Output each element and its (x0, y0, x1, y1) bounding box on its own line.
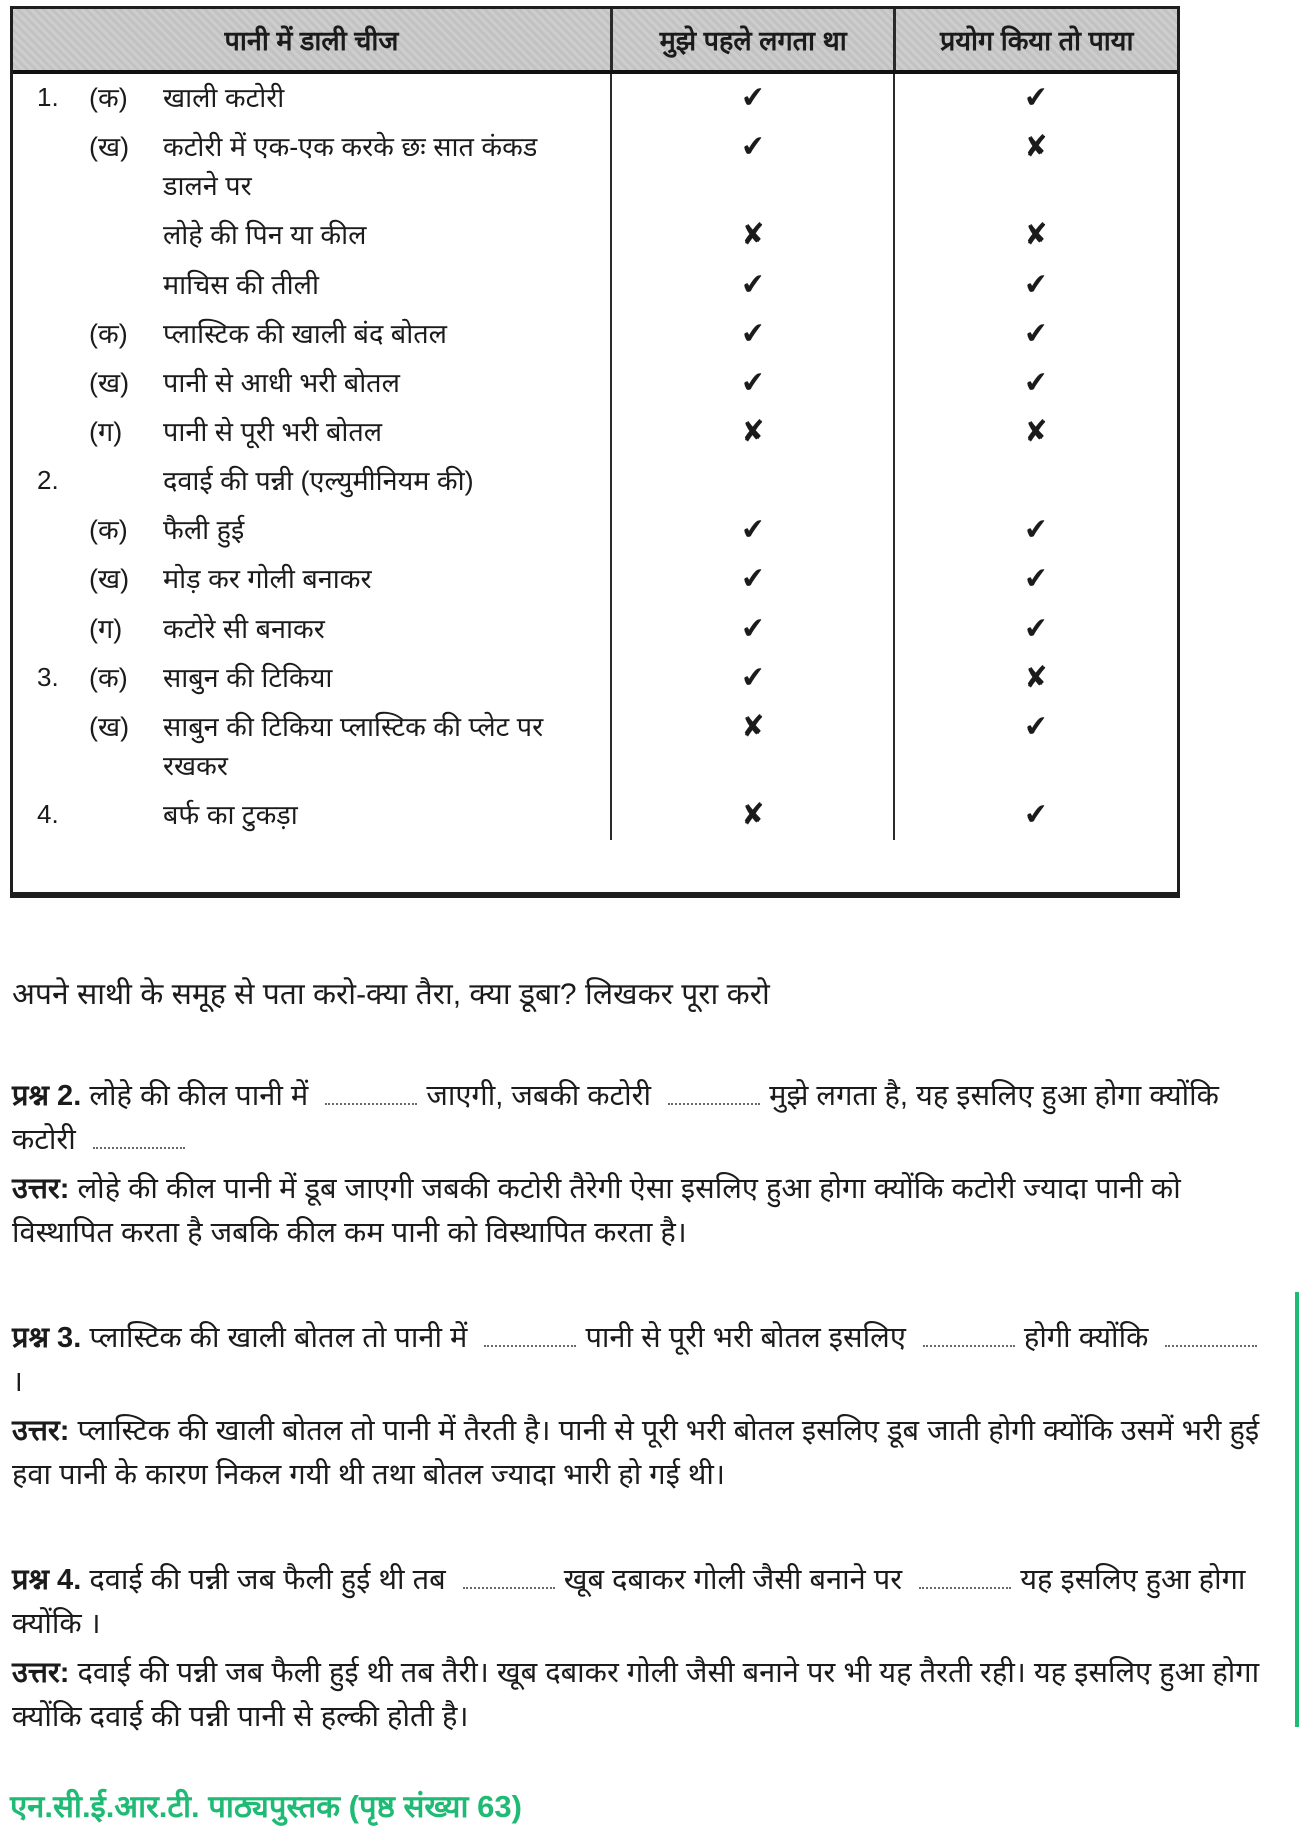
item-sublabel: (ख) (89, 132, 130, 163)
answer-block (12, 1410, 1274, 1497)
after-mark-cell (893, 310, 1177, 359)
after-mark-cell (893, 703, 1177, 791)
item-number: 1. (37, 82, 59, 112)
item-number (37, 413, 89, 452)
before-mark-cell (610, 654, 894, 703)
after-mark-cell (893, 791, 1177, 840)
item-text: मोड़ कर गोली बनाकर (163, 564, 372, 595)
item-sublabel (89, 796, 163, 835)
item-number (37, 266, 89, 305)
before-mark-cell (610, 123, 894, 211)
table-row (13, 457, 1177, 506)
fill-in-blank (484, 1332, 576, 1347)
answer-label: उत्तर: (12, 1657, 78, 1690)
cross-icon: ✘ (1022, 218, 1050, 253)
question-label: प्रश्न 2. (12, 1080, 90, 1113)
check-icon: ✔ (1022, 611, 1050, 646)
after-mark-cell (893, 211, 1177, 260)
item-number (37, 511, 89, 550)
before-mark-cell (610, 211, 894, 260)
after-mark-cell (893, 74, 1177, 123)
table-header-item: पानी में डाली चीज (13, 9, 610, 70)
item-cell (13, 408, 610, 457)
question-label: प्रश्न 3. (12, 1322, 90, 1355)
table-row (13, 123, 1177, 211)
section-text: प्लास्टिक की खाली बोतल तो पानी में तैरती है। पानी से पूरी भरी बोतल इसलिए डूब जाती होगी क्योंकि उसमें भरी हुई हवा पानी के कारण निकल गयी थी तथा बोतल ज्यादा भारी हो गई थी। (12, 1415, 1260, 1491)
item-sublabel (89, 462, 163, 501)
check-icon: ✔ (1022, 710, 1050, 744)
item-sublabel: (ख) (89, 711, 130, 742)
before-mark-cell (610, 74, 894, 123)
item-sublabel: (क) (89, 318, 128, 349)
item-sublabel: (क) (89, 662, 128, 693)
footer-source: एन.सी.ई.आर.टी. पाठ्यपुस्तक (पृष्ठ संख्या 63) (10, 1789, 522, 1825)
check-icon: ✔ (739, 366, 766, 400)
qa-sections (10, 1075, 1281, 1739)
after-mark-cell (893, 123, 1177, 211)
before-mark-cell (610, 791, 894, 840)
item-sublabel: (ग) (89, 416, 123, 447)
check-icon: ✔ (739, 267, 766, 302)
before-mark-cell (610, 703, 894, 791)
after-mark-cell (893, 605, 1177, 654)
answer-block (12, 1168, 1274, 1255)
question-label: प्रश्न 4. (12, 1564, 90, 1597)
fill-in-blank (668, 1090, 760, 1105)
check-icon: ✔ (1022, 562, 1050, 597)
item-sublabel: (क) (89, 515, 128, 546)
item-text: माचिस की तीली (163, 269, 319, 300)
check-icon: ✔ (739, 81, 766, 115)
item-cell (13, 457, 610, 506)
table-row (13, 310, 1177, 359)
table-header-before: मुझे पहले लगता था (610, 9, 894, 70)
check-icon: ✔ (739, 660, 766, 695)
check-icon: ✔ (1022, 366, 1050, 400)
table-row (13, 74, 1177, 123)
question-block (12, 1075, 1274, 1162)
table-row (13, 506, 1177, 555)
item-text: दवाई की पन्नी (एल्युमीनियम की) (163, 466, 474, 497)
table-header-row (13, 9, 1177, 74)
check-icon: ✔ (1022, 81, 1050, 115)
table-row (13, 703, 1177, 791)
before-mark-cell (610, 555, 894, 604)
before-mark-cell (610, 310, 894, 359)
section-text: मुझे लगता है, यह इसलिए हुआ होगा क्योंकि कटोरी (12, 1080, 1219, 1156)
section-text: पानी से पूरी भरी बोतल इसलिए (585, 1322, 914, 1355)
section-text: प्लास्टिक की खाली बोतल तो पानी में (89, 1322, 476, 1355)
item-number: 4. (37, 799, 59, 830)
item-cell (13, 703, 610, 791)
section-text: दवाई की पन्नी जब फैली हुई थी तब (89, 1564, 454, 1597)
item-cell (13, 211, 610, 260)
before-mark-cell (610, 457, 894, 506)
item-sublabel (89, 216, 163, 255)
check-icon: ✔ (739, 562, 766, 597)
item-cell (13, 359, 610, 408)
item-sublabel (89, 266, 163, 305)
item-cell (13, 555, 610, 604)
table-header-after: प्रयोग किया तो पाया (893, 9, 1177, 70)
item-cell (13, 506, 610, 555)
item-number (37, 610, 89, 649)
after-mark-cell (893, 506, 1177, 555)
section-text: होगी क्योंकि (1023, 1322, 1157, 1355)
after-mark-cell (893, 359, 1177, 408)
item-cell (13, 74, 610, 123)
fill-in-blank (325, 1090, 417, 1105)
cross-icon: ✘ (739, 710, 766, 744)
before-mark-cell (610, 605, 894, 654)
item-text: कटोरे सी बनाकर (163, 613, 325, 644)
fill-in-blank (919, 1574, 1011, 1589)
cross-icon: ✘ (739, 798, 766, 832)
before-mark-cell (610, 261, 894, 310)
section-text: लोहे की कील पानी में डूब जाएगी जबकी कटोरी तैरेगी ऐसा इसलिए हुआ होगा क्योंकि कटोरी ज्यादा पानी को विस्थापित करता है जबकि कील कम पानी को विस्थापित करता है। (12, 1173, 1181, 1249)
before-mark-cell (610, 506, 894, 555)
item-cell (13, 605, 610, 654)
item-text: साबुन की टिकिया प्लास्टिक की प्लेट पर रखकर (163, 711, 544, 781)
section-text: यह इसलिए हुआ होगा क्योंकि । (12, 1564, 1246, 1640)
experiment-table (10, 6, 1180, 898)
intro-text: अपने साथी के समूह से पता करो-क्या तैरा, क्या डूबा? लिखकर पूरा करो (12, 978, 770, 1012)
before-mark-cell (610, 359, 894, 408)
item-sublabel: (ख) (89, 564, 130, 595)
check-icon: ✔ (739, 316, 766, 351)
check-icon: ✔ (739, 130, 766, 164)
table-row (13, 261, 1177, 310)
table-row (13, 211, 1177, 260)
right-edge-line (1295, 1292, 1299, 1727)
check-icon: ✔ (1022, 267, 1050, 302)
after-mark-cell (893, 555, 1177, 604)
item-number (37, 364, 89, 403)
item-number (37, 708, 89, 786)
check-icon: ✔ (739, 611, 766, 646)
cross-icon: ✘ (1022, 130, 1050, 164)
table-body (13, 74, 1177, 892)
fill-in-blank (923, 1332, 1015, 1347)
item-text: प्लास्टिक की खाली बंद बोतल (163, 318, 447, 349)
check-icon: ✔ (739, 513, 766, 548)
check-icon: ✔ (1022, 513, 1050, 548)
item-cell (13, 654, 610, 703)
item-number (37, 216, 89, 255)
fill-in-blank (463, 1574, 555, 1589)
section-text: दवाई की पन्नी जब फैली हुई थी तब तैरी। खूब दबाकर गोली जैसी बनाने पर भी यह तैरती रही। यह इसलिए हुआ होगा क्योंकि दवाई की पन्नी पानी से हल्की होती है। (12, 1657, 1260, 1733)
item-number (37, 315, 89, 354)
section-text: लोहे की कील पानी में (89, 1080, 317, 1113)
item-text: साबुन की टिकिया (163, 662, 333, 693)
item-sublabel: (ख) (89, 367, 130, 398)
item-sublabel: (क) (89, 83, 128, 113)
cross-icon: ✘ (1022, 415, 1050, 449)
item-number (37, 560, 89, 599)
check-icon: ✔ (1022, 316, 1050, 351)
item-cell (13, 791, 610, 840)
item-number: 3. (37, 661, 59, 692)
item-text: पानी से पूरी भरी बोतल (163, 416, 383, 447)
answer-label: उत्तर: (12, 1415, 78, 1448)
section-text: । (12, 1365, 23, 1398)
after-mark-cell (893, 457, 1177, 506)
answer-block (12, 1652, 1274, 1739)
fill-in-blank (1165, 1332, 1257, 1347)
item-text: कटोरी में एक-एक करके छः सात कंकड डालने पर (163, 132, 538, 202)
item-number: 2. (37, 465, 59, 496)
item-text: खाली कटोरी (163, 83, 285, 113)
table-row (13, 555, 1177, 604)
after-mark-cell (893, 261, 1177, 310)
item-text: लोहे की पिन या कील (163, 220, 367, 251)
item-text: फैली हुई (163, 515, 245, 546)
item-text: बर्फ का टुकड़ा (163, 800, 298, 831)
check-icon: ✔ (1022, 798, 1050, 832)
before-mark-cell (610, 408, 894, 457)
cross-icon: ✘ (739, 218, 766, 253)
fill-in-blank (93, 1134, 185, 1149)
table-row (13, 654, 1177, 703)
after-mark-cell (893, 408, 1177, 457)
table-row (13, 791, 1177, 840)
item-cell (13, 123, 610, 211)
cross-icon: ✘ (1022, 660, 1050, 695)
after-mark-cell (893, 654, 1177, 703)
item-sublabel: (ग) (89, 613, 123, 644)
question-block (12, 1559, 1274, 1646)
question-block (12, 1317, 1274, 1404)
table-row (13, 408, 1177, 457)
cross-icon: ✘ (739, 415, 766, 449)
item-cell (13, 261, 610, 310)
item-number (37, 128, 89, 206)
item-text: पानी से आधी भरी बोतल (163, 367, 400, 398)
section-text: खूब दबाकर गोली जैसी बनाने पर (563, 1564, 911, 1597)
answer-label: उत्तर: (12, 1173, 78, 1206)
table-row (13, 359, 1177, 408)
item-cell (13, 310, 610, 359)
section-text: जाएगी, जबकी कटोरी (426, 1080, 660, 1113)
table-row (13, 605, 1177, 654)
